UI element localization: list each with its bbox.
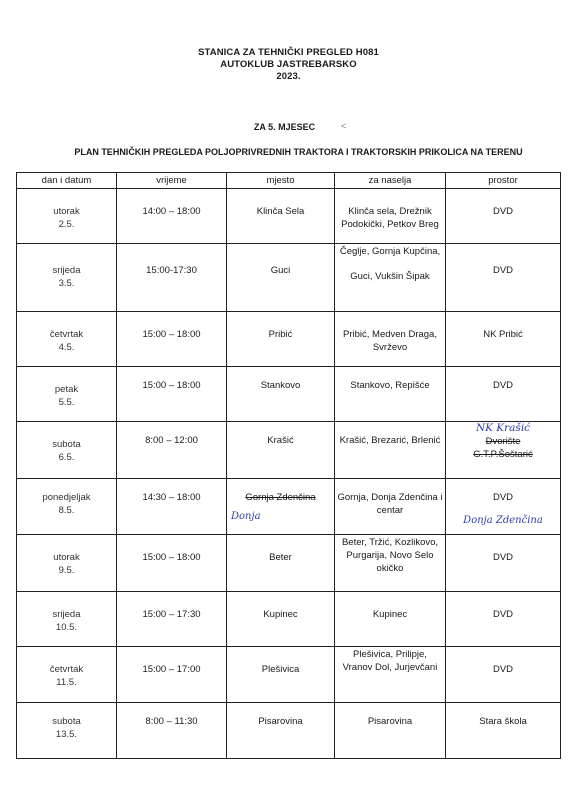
table-row	[17, 312, 561, 367]
place-cell	[227, 312, 335, 367]
day-date-cell	[17, 312, 117, 367]
day: petak	[54, 384, 79, 395]
table-row	[17, 422, 561, 479]
venue: DVD	[492, 664, 514, 675]
date: 2.5.	[58, 219, 75, 230]
villages: Gornja, Donja Zdenčina i centar	[337, 492, 443, 516]
villages-cell	[335, 592, 446, 647]
day: subota	[52, 716, 81, 727]
villages: Čeglje, Gornja Kupčina,	[339, 246, 441, 257]
villages: Pribić, Medven Draga, Svrževo	[343, 329, 437, 353]
villages-cell	[335, 189, 446, 244]
place-cell	[227, 703, 335, 759]
time: 8:00 – 11:30	[145, 716, 198, 727]
header-villages: za naselja	[335, 173, 446, 189]
day-date-cell	[17, 189, 117, 244]
table-row	[17, 367, 561, 422]
place-cell	[227, 189, 335, 244]
date: 9.5.	[58, 565, 75, 576]
table-row	[17, 189, 561, 244]
header-place: mjesto	[227, 173, 335, 189]
venue: DVD	[492, 265, 514, 276]
villages-extra: Guci, Vukšin Šipak	[350, 271, 430, 282]
villages-cell	[335, 422, 446, 479]
place: Pribić	[268, 329, 293, 340]
time: 15:00 – 17:30	[142, 609, 201, 620]
date: 11.5.	[56, 677, 77, 688]
date: 3.5.	[58, 278, 75, 289]
venue: NK Pribić	[483, 329, 523, 340]
venue-cell	[446, 312, 561, 367]
venue-struck: Dvorište	[485, 436, 521, 447]
date: 8.5.	[58, 505, 75, 516]
venue-cell	[446, 367, 561, 422]
venue-cell	[446, 479, 561, 535]
day: srijeda	[52, 609, 81, 620]
header-time: vrijeme	[117, 173, 227, 189]
villages: Pisarovina	[367, 716, 413, 727]
header-venue: prostor	[446, 173, 561, 189]
time-cell	[117, 189, 227, 244]
plan-title: PLAN TEHNIČKIH PREGLEDA POLJOPRIVREDNIH TRAKTORA I TRAKTORSKIH PRIKOLICA NA TERENU	[74, 147, 523, 157]
day-date-cell	[17, 367, 117, 422]
place-handwritten: Donja	[231, 511, 261, 522]
venue-cell	[446, 592, 561, 647]
time: 8:00 – 12:00	[145, 435, 198, 446]
villages: Beter, Tržić, Kozlikovo, Purgarija, Novo Selo okičko	[341, 537, 439, 574]
place: Beter	[269, 552, 292, 563]
time: 15:00 – 18:00	[142, 552, 201, 563]
day: utorak	[53, 206, 80, 217]
time: 14:00 – 18:00	[142, 206, 201, 217]
place: Kupinec	[263, 609, 298, 620]
day-date-cell	[17, 592, 117, 647]
table-row	[17, 703, 561, 759]
venue-cell	[446, 189, 561, 244]
villages: Kupinec	[372, 609, 408, 620]
date: 13.5.	[55, 729, 78, 740]
time-cell	[117, 703, 227, 759]
venue-handwritten: NK Krašić	[475, 422, 531, 434]
villages-cell	[335, 367, 446, 422]
table-row	[17, 244, 561, 312]
venue-cell	[446, 647, 561, 703]
venue: Stara škola	[479, 716, 527, 727]
table-row	[17, 479, 561, 535]
header-day-date: dan i datum	[17, 173, 117, 189]
villages-cell	[335, 312, 446, 367]
table-row	[17, 535, 561, 592]
year: 2023.	[276, 71, 301, 82]
time: 15:00 – 18:00	[142, 380, 201, 391]
date: 6.5.	[58, 452, 75, 463]
venue-cell	[446, 703, 561, 759]
table-row	[17, 592, 561, 647]
place-cell	[227, 479, 335, 535]
table-row	[17, 647, 561, 703]
day: subota	[52, 439, 81, 450]
place-cell	[227, 647, 335, 703]
villages: Krašić, Brezarić, Brlenić	[339, 435, 441, 446]
venue-cell	[446, 535, 561, 592]
time-cell	[117, 479, 227, 535]
place-cell	[227, 422, 335, 479]
date: 4.5.	[58, 342, 75, 353]
day-date-cell	[17, 535, 117, 592]
day: utorak	[53, 552, 80, 563]
venue-struck-company: G.T.P.Šoštarić	[473, 449, 533, 460]
place-cell	[227, 244, 335, 312]
time-cell	[117, 244, 227, 312]
venue: DVD	[492, 206, 514, 217]
villages-cell	[335, 535, 446, 592]
time: 15:00 – 17:00	[142, 664, 201, 675]
villages: Klinča sela, Drežnik Podokički, Petkov Breg	[341, 206, 439, 230]
villages-cell	[335, 244, 446, 312]
time-cell	[117, 592, 227, 647]
inspection-plan-table	[16, 172, 561, 759]
place-cell	[227, 367, 335, 422]
day-date-cell	[17, 244, 117, 312]
place-cell	[227, 535, 335, 592]
organization-name: STANICA ZA TEHNIČKI PREGLED H081	[198, 47, 379, 58]
venue-cell	[446, 244, 561, 312]
table-header-row	[17, 173, 561, 189]
villages: Plešivica, Prilipje, Vranov Dol, Jurjevčani	[342, 649, 438, 673]
day-date-cell	[17, 647, 117, 703]
venue-handwritten: Donja Zdenčina	[463, 515, 543, 526]
time: 15:00 – 18:00	[142, 329, 201, 340]
villages: Stankovo, Repišće	[350, 380, 430, 391]
date: 10.5.	[55, 622, 78, 633]
place: Krašić	[267, 435, 294, 446]
place: Pisarovina	[258, 716, 303, 727]
time: 15:00-17:30	[146, 265, 197, 276]
month-title: ZA 5. MJESEC	[253, 122, 316, 132]
venue-cell	[446, 422, 561, 479]
villages-cell	[335, 647, 446, 703]
time-cell	[117, 422, 227, 479]
time-cell	[117, 367, 227, 422]
venue: DVD	[492, 380, 514, 391]
venue: DVD	[492, 492, 514, 503]
time: 14:30 – 18:00	[142, 492, 201, 503]
villages-cell	[335, 479, 446, 535]
place: Klinča Sela	[256, 206, 305, 217]
day: srijeda	[52, 265, 81, 276]
place: Plešivica	[261, 664, 300, 675]
day: četvrtak	[49, 329, 84, 340]
place-cell	[227, 592, 335, 647]
day: ponedjeljak	[42, 492, 91, 503]
club-name: AUTOKLUB JASTREBARSKO	[220, 59, 357, 70]
time-cell	[117, 647, 227, 703]
time-cell	[117, 535, 227, 592]
place-struck: Gornja Zdenčina	[245, 492, 316, 503]
venue: DVD	[492, 552, 514, 563]
date: 5.5.	[58, 397, 75, 408]
day-date-cell	[17, 479, 117, 535]
place: Stankovo	[260, 380, 301, 391]
day-date-cell	[17, 422, 117, 479]
villages-cell	[335, 703, 446, 759]
venue: DVD	[492, 609, 514, 620]
time-cell	[117, 312, 227, 367]
day: četvrtak	[49, 664, 84, 675]
place: Guci	[270, 265, 291, 276]
day-date-cell	[17, 703, 117, 759]
scan-mark: ˂	[341, 121, 347, 131]
